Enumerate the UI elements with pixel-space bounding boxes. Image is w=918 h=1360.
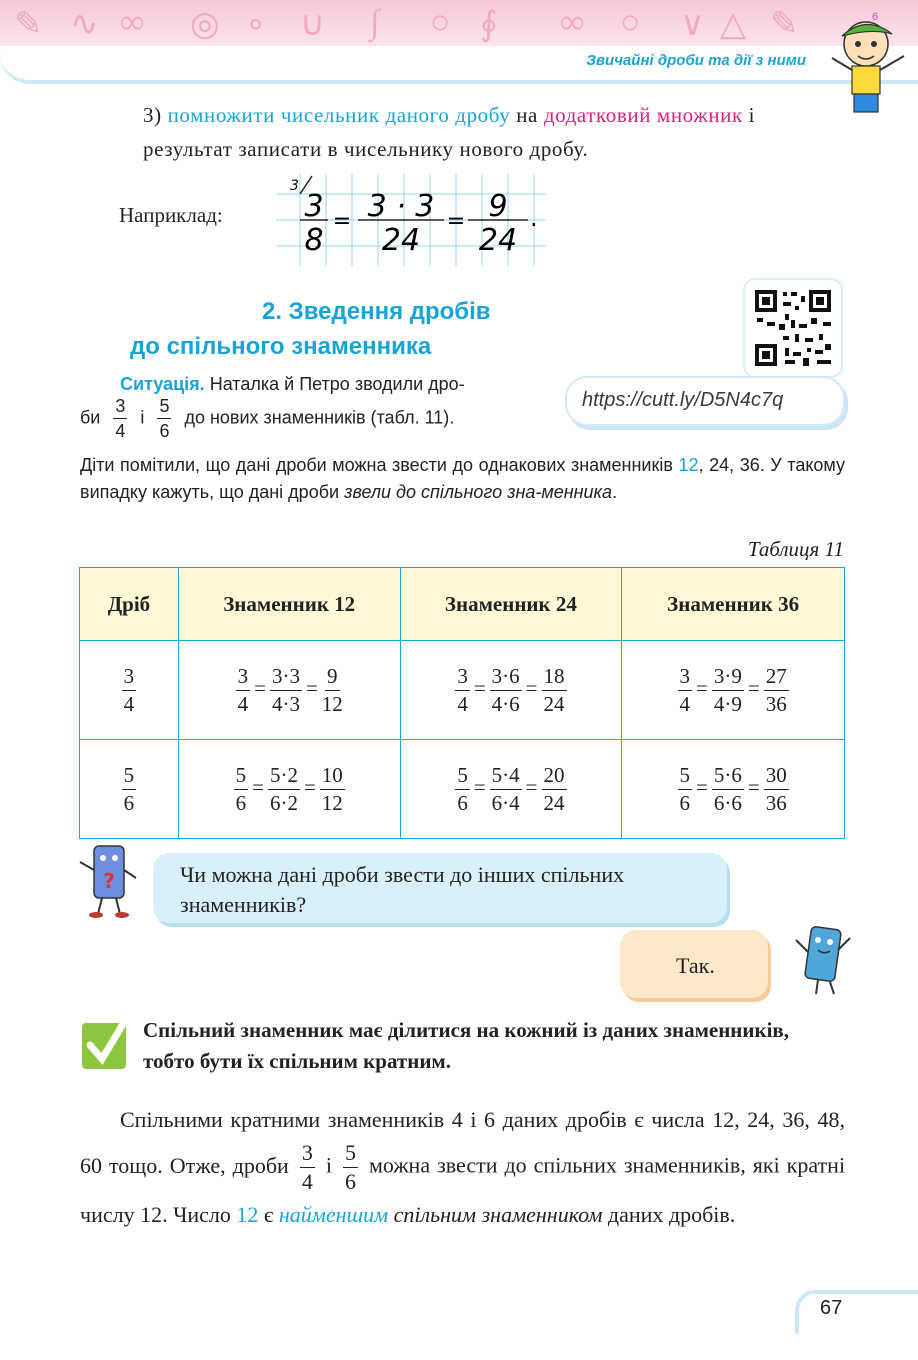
table-cell-fraction xyxy=(80,740,179,839)
decor-glyph: ∞ xyxy=(560,4,585,41)
equals-sign: = xyxy=(446,209,466,234)
decor-glyph: ○ xyxy=(430,4,451,41)
step-highlight-multiplier: додатковий множник xyxy=(543,103,743,127)
situation-line-2 xyxy=(80,397,550,440)
situation-line-1 xyxy=(120,370,545,398)
fraction: $\frac{5}{6}$ xyxy=(344,1140,356,1194)
table-cell-equation: $\frac{3}{4}$ = $\frac{3\cdot 6}{4\cdot 6}$ = $\frac{18}{24}$ xyxy=(400,641,622,740)
example-denominator: 8 xyxy=(304,223,324,258)
table-header: Дріб xyxy=(80,568,179,641)
step-text: на xyxy=(510,103,544,127)
fraction: $\frac{3}{4}$ xyxy=(301,1140,313,1194)
conjunction: і xyxy=(140,407,145,428)
example-result-numerator: 9 xyxy=(488,189,508,224)
table-cell-equation: $\frac{5}{6}$ = $\frac{5\cdot 2}{6\cdot 2}$ = $\frac{10}{12}$ xyxy=(178,740,400,839)
equals-sign: = xyxy=(332,209,352,234)
step-text: і результат записати в чисельнику нового дробу. xyxy=(143,103,756,161)
question-text: Чи можна дані дроби звести до інших спільних знаменників? xyxy=(180,862,625,917)
section-title-line2: до спільного знаменника xyxy=(130,333,432,360)
example-expr-numerator: 3 · 3 xyxy=(367,189,435,224)
decor-glyph: ∪ xyxy=(300,6,325,43)
decor-glyph: ∘ xyxy=(245,6,267,43)
fraction: $\frac{3}{4}$ xyxy=(123,663,135,716)
table-cell-fraction xyxy=(80,641,179,740)
fraction: $\frac{3}{4}$ xyxy=(115,396,126,441)
example-multiplier: 3 xyxy=(290,178,299,194)
table-cell-equation: $\frac{3}{4}$ = $\frac{3\cdot 9}{4\cdot 9}$ = $\frac{27}{36}$ xyxy=(622,641,845,740)
decorative-banner xyxy=(0,0,918,46)
table-cell-equation: $\frac{5}{6}$ = $\frac{5\cdot 6}{6\cdot 6}$ = $\frac{30}{36}$ xyxy=(622,740,845,839)
checkmark-icon xyxy=(80,1015,130,1071)
table-row xyxy=(80,641,845,740)
fraction: $\frac{5}{6}$ xyxy=(159,396,170,441)
answer-text: Так. xyxy=(676,953,715,978)
rule-text: Спільний знаменник має ділитися на кожний із даних знаменників, тобто бути їх спільним кратним. xyxy=(143,1018,790,1073)
svg-text:?: ? xyxy=(103,869,115,893)
decor-glyph: ∨ xyxy=(680,6,705,43)
table-header: Знаменник 36 xyxy=(622,568,845,641)
decor-glyph: ✎ xyxy=(770,6,799,43)
table-cell-equation: $\frac{5}{6}$ = $\frac{5\cdot 4}{6\cdot 4}$ = $\frac{20}{24}$ xyxy=(400,740,622,839)
page-tab xyxy=(795,1290,918,1334)
period: . xyxy=(530,204,538,232)
situation-paragraph: Діти помітили, що дані дроби можна звести до однакових знаменників 12, 24, 36. У такому випадку кажуть, що дані дроби звели до спільного зна-менника. xyxy=(80,455,846,502)
situation-label: Ситуація. xyxy=(120,374,205,394)
conclusion-paragraph: Спільними кратними знаменників 4 і 6 даних дробів є числа 12, 24, 36, 48, 60 тощо. Отже, дроби $\frac{3}{4}$ і $\frac{5}{6}$ можна звести до спільних знаменників, які кратні числу 12. Число 12 є найменшим спільним знаменником даних дробів. xyxy=(80,1107,846,1227)
table-caption: Таблиця 11 xyxy=(747,537,844,561)
decor-glyph: ✎ xyxy=(14,6,43,43)
table-header: Знаменник 12 xyxy=(178,568,400,641)
decor-glyph: ∿ xyxy=(70,6,99,43)
decor-glyph: ∫ xyxy=(370,4,380,41)
step-3-text xyxy=(143,98,843,166)
fractions-table xyxy=(79,567,845,839)
page-number: 67 xyxy=(820,1297,843,1319)
example-result-denominator: 24 xyxy=(478,223,518,258)
decor-glyph: ∞ xyxy=(120,4,145,41)
example-handwritten-grid xyxy=(276,174,546,266)
chapter-title: Звичайні дроби та дії з ними xyxy=(586,52,806,69)
table-row xyxy=(80,740,845,839)
situation-text: до нових знаменників (табл. 11). xyxy=(184,407,455,428)
table-header: Знаменник 24 xyxy=(400,568,622,641)
decor-glyph: △ xyxy=(720,6,747,43)
url-link[interactable]: https://cutt.ly/D5N4c7q xyxy=(582,389,784,411)
situation-text: Наталка й Петро зводили дро- xyxy=(204,374,465,394)
example-label: Наприклад: xyxy=(119,203,223,227)
section-title: 2. Зведення дробів xyxy=(262,298,491,325)
qr-code-icon[interactable] xyxy=(745,280,841,376)
step-highlight-numerator: помножити чисельник даного дробу xyxy=(167,103,511,127)
phone-character-icon xyxy=(790,920,856,1000)
decor-glyph: ∮ xyxy=(480,6,498,43)
example-numerator: 3 xyxy=(304,189,324,224)
example-expr-denominator: 24 xyxy=(381,223,421,258)
table-cell-equation: $\frac{3}{4}$ = $\frac{3\cdot 3}{4\cdot 3}$ = $\frac{9}{12}$ xyxy=(178,641,400,740)
decor-glyph: ◎ xyxy=(190,6,220,43)
phone-character-question-icon xyxy=(74,840,144,920)
step-number: 3) xyxy=(143,103,162,127)
decor-glyph: ○ xyxy=(620,4,641,41)
svg-text:6: 6 xyxy=(872,11,879,23)
situation-text: би xyxy=(80,407,101,428)
fraction: $\frac{5}{6}$ xyxy=(123,762,135,815)
table-header-row xyxy=(80,568,845,641)
